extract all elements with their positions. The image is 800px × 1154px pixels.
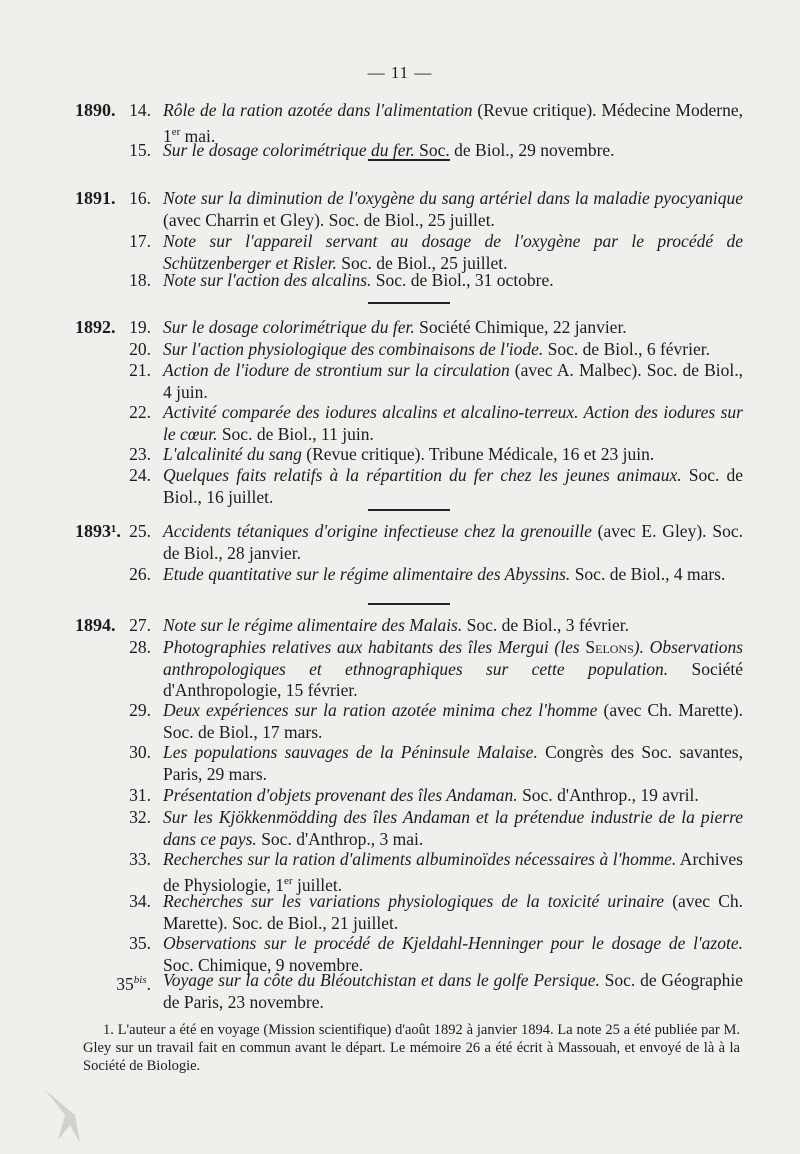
entry-title: L'alcalinité du sang [163,444,302,464]
entry-source: Soc. de Géographie de Paris, 23 novembre. [163,970,743,1012]
entry-title: Action de l'iodure de strontium sur la circulation [163,360,510,380]
entry-source: Soc. de Biol., 4 mars. [570,564,726,584]
entry-source: mai. [180,125,216,146]
entry-text [163,785,743,807]
entry-number: 35. [129,933,151,953]
entry-source: Soc. de Biol., 31 octobre. [371,270,554,290]
entry-text [163,140,743,162]
section-rule [368,509,450,511]
paper-scuff-mark [40,1085,100,1145]
entry-title: Rôle de la ration azotée dans l'alimentation [163,100,473,120]
entry-title: Sur le dosage colorimétrique du fer. [163,140,415,160]
entry-source: (avec Ch. Marette). Soc. de Biol., 21 juillet. [163,891,743,933]
bibliography-entry [75,402,743,445]
entry-source: (Revue critique). Tribune Médicale, 16 et 23 juin. [301,444,655,464]
entry-number: 30. [129,742,151,762]
bibliography-entry [75,849,743,896]
entry-source: Soc. Chimique, 9 novembre. [163,954,364,975]
bibliography-entry [75,188,743,231]
entry-source: (avec Ch. Marette). Soc. de Biol., 17 mars. [163,700,743,742]
entry-title: Recherches sur la ration d'aliments albuminoïdes nécessaires à l'homme. [163,849,677,869]
entry-title: Sur le dosage colorimétrique du fer. [163,317,415,337]
entry-number: 31. [129,785,151,805]
entry-title: Voyage sur la côte du Bléoutchistan et dans le golfe Persique. [163,970,600,990]
entry-source: Société d'Anthropologie, 15 février. [163,658,743,700]
entry-number: 14. [129,100,151,120]
entry-title: Note sur la diminution de l'oxygène du sang artériel dans la maladie pyocyanique [163,188,743,208]
bibliography-entry [75,270,743,292]
entry-number: 22. [129,402,151,422]
entry-number: 15. [129,140,151,160]
entry-year: 1890. [75,100,116,120]
entry-title: Etude quantitative sur le régime alimentaire des Abyssins. [163,564,571,584]
entry-text [163,521,743,564]
footnote: 1. L'auteur a été en voyage (Mission scientifique) d'août 1892 à janvier 1894. La note 25 a été publiée par M. Gley sur un travail fait en commun avant le départ. Le mémoire 26 a été écrit à Massouah, et envoyé de là à la Société de Biologie. [83,1022,740,1074]
entry-text [163,360,743,403]
entry-number: 16. [129,188,151,208]
entry-title: Accidents tétaniques d'origine infectieuse chez la grenouille [163,521,592,541]
bibliography-entry [75,564,743,586]
section-rule [368,603,450,605]
entry-source: Soc. de Biol., 29 novembre. [414,140,615,160]
entry-text [163,807,743,850]
entry-number: 18. [129,270,151,290]
entry-number: 21. [129,360,151,380]
entry-text [163,564,743,586]
bibliography-entry [75,970,743,1013]
entry-title: Observations sur le procédé de Kjeldahl-Henninger pour le dosage de l'azote. [163,933,743,953]
entry-text [163,188,743,231]
entry-number-suffix: bis [133,974,147,986]
entry-source: Soc. d'Anthrop., 19 avril. [517,785,699,805]
entry-title: Recherches sur les variations physiologiques de la toxicité urinaire [163,891,665,911]
entry-number: 24. [129,465,151,485]
entry-title: Les populations sauvages de la Péninsule Malaise. [163,742,538,762]
entry-source: Soc. d'Anthrop., 3 mai. [256,828,424,849]
bibliography-entry [75,785,743,807]
entry-title: Note sur l'appareil servant au dosage de l'oxygène par le procédé de Schützenberger et Risler. [163,231,743,273]
bibliography-entry [75,891,743,934]
entry-text [163,891,743,934]
superscript: er [284,874,293,887]
bibliography-entry [75,444,743,466]
entry-source: (avec A. Malbec). Soc. de Biol., 4 juin. [163,360,743,402]
bibliography-entry [75,317,743,339]
bibliography-entry [75,339,743,361]
entry-text [163,700,743,743]
bibliography-entry [75,637,743,702]
entry-number: 32. [129,807,151,827]
entry-source: Congrès des Soc. savantes, Paris, 29 mars. [163,742,743,784]
entry-source: (avec E. Gley). Soc. de Biol., 28 janvier. [163,521,743,563]
entry-text [163,317,743,339]
entry-source: juillet. [292,874,343,895]
entry-year: 1894. [75,615,116,635]
entry-source: Archives de Physiologie, 1 [163,849,743,895]
small-caps-name: Selons [585,637,634,657]
entry-text [163,444,743,466]
bibliography-entry [75,521,743,564]
entry-title: Deux expériences sur la ration azotée minima chez l'homme [163,700,598,720]
entry-number: 26. [129,564,151,584]
entry-number: 25. [129,521,151,541]
entry-source: Soc. de Biol., 3 février. [462,615,629,635]
entry-text [163,339,743,361]
entry-year: 1891. [75,188,116,208]
entry-title: Présentation d'objets provenant des îles Andaman. [163,785,518,805]
entry-text [163,465,743,508]
entry-title: ). Observations anthropologiques et ethnographiques sur cette population. [163,637,744,679]
entry-title: Note sur le régime alimentaire des Malais. [163,615,463,635]
entry-year: 1892. [75,317,116,337]
entry-title: Photographies relatives aux habitants des îles Mergui (les [163,637,586,657]
entry-number: 27. [129,615,151,635]
entry-text [163,231,743,274]
entry-source: Société Chimique, 22 janvier. [414,317,627,337]
entry-title: Quelques faits relatifs à la répartition du fer chez les jeunes animaux. [163,465,682,485]
entry-number: 33. [129,849,151,869]
entry-number: $35^{bis}$. [116,973,151,994]
entry-title: Note sur l'action des alcalins. [163,270,372,290]
entry-number: 28. [129,637,151,657]
bibliography-entry [75,807,743,850]
entry-title: Activité comparée des iodures alcalins et alcalino-terreux. Action des iodures sur le cœur. [163,402,743,444]
entry-number-main: 35 [116,973,134,994]
entry-text [163,615,743,637]
entry-number: 19. [129,317,151,337]
entry-source: Soc. de Biol., 11 juin. [217,423,374,444]
entry-text [163,849,743,896]
entry-number: 20. [129,339,151,359]
section-rule [368,159,450,161]
entry-source: Soc. de Biol., 6 février. [543,339,710,359]
entry-number: 29. [129,700,151,720]
entry-source: (avec Charrin et Gley). Soc. de Biol., 25 juillet. [163,209,495,230]
entry-text [163,270,743,292]
entry-source: Soc. de Biol., 25 juillet. [336,252,508,273]
entry-number: 34. [129,891,151,911]
bibliography-entry [75,231,743,274]
entry-number: 17. [129,231,151,251]
entry-title: Sur l'action physiologique des combinaisons de l'iode. [163,339,544,359]
page-number: — 11 — [367,63,433,82]
entry-text [163,970,743,1013]
entry-text [163,637,743,702]
entry-title: Sur les Kjökkenmödding des îles Andaman et la prétendue industrie de la pierre dans ce pays. [163,807,743,849]
superscript: er [171,125,181,138]
entry-source: Soc. de Biol., 16 juillet. [163,465,743,507]
bibliography-entry [75,742,743,785]
bibliography-entry [75,360,743,403]
bibliography-entry [75,465,743,508]
entry-source: (Revue critique). Médecine Moderne, 1 [163,100,743,146]
bibliography-entry [75,700,743,743]
entry-year: 1893¹. [75,521,121,541]
entry-number: 23. [129,444,151,464]
bibliography-entry [75,615,743,637]
entry-text [163,402,743,445]
section-rule [368,302,450,304]
entry-text [163,742,743,785]
